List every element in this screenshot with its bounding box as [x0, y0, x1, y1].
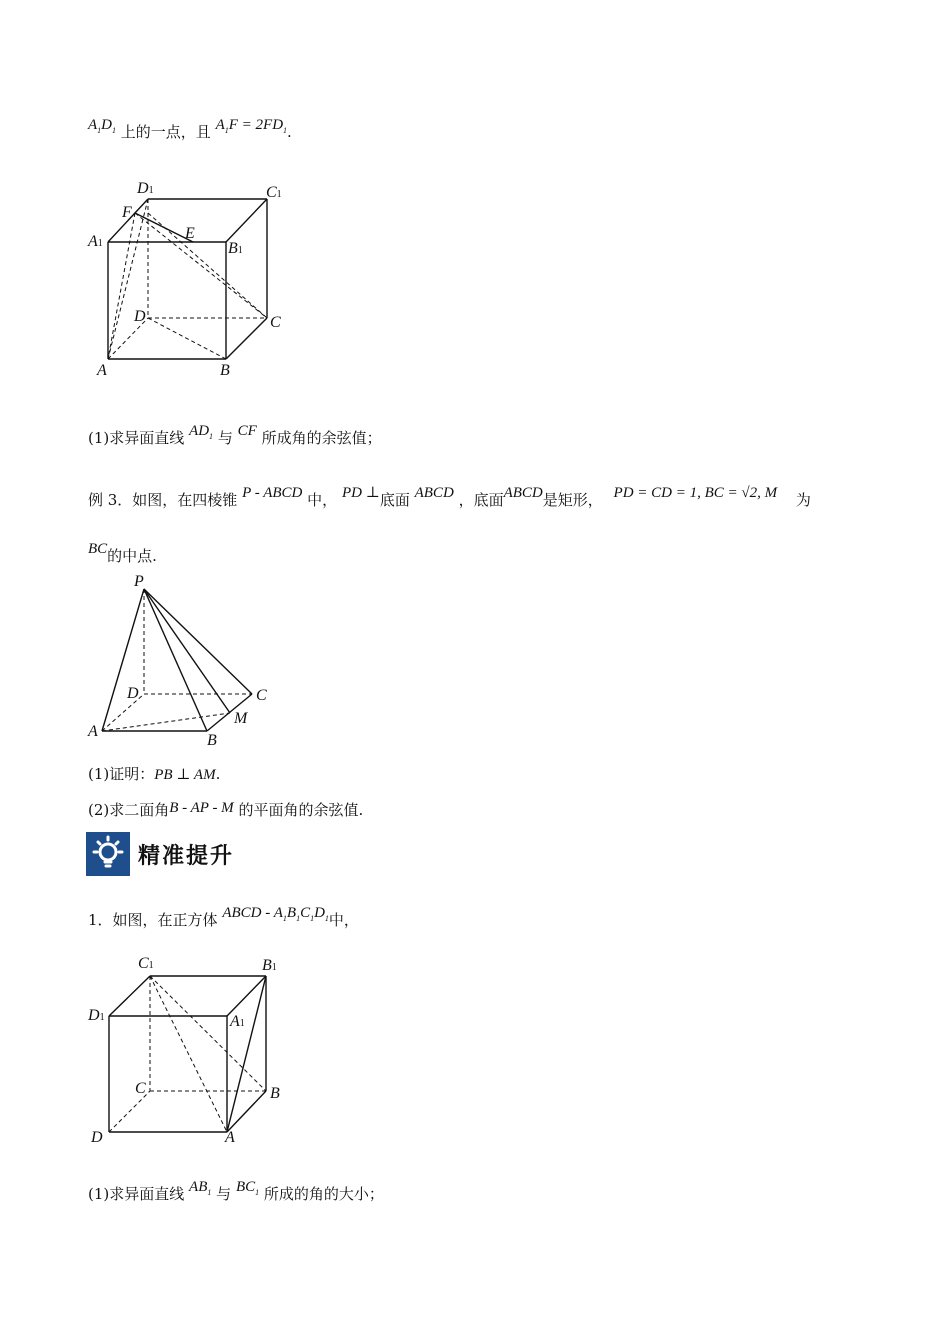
q1-mid: 与 [217, 429, 233, 447]
ex3-prefix: 例 3．如图，在四棱锥 [88, 491, 238, 509]
ex3-text: 底面 [379, 491, 410, 509]
label-p: P [134, 573, 144, 590]
math-conditions: PD = CD = 1, BC = √2, M [613, 485, 778, 501]
example-3-question-1 [88, 764, 220, 785]
label-c: C [270, 314, 281, 331]
question-1 [88, 423, 382, 455]
label-a: A [97, 362, 107, 379]
ex3-text: 为 [795, 491, 811, 509]
p1-q1-suffix: 所成的角的大小； [263, 1185, 384, 1203]
math-b-ap-m: B - AP - M [169, 800, 234, 816]
label-b: B [207, 732, 217, 749]
problem-1 [88, 905, 359, 937]
period: . [215, 765, 221, 783]
label-a: A [225, 1129, 235, 1146]
example-3-question-2 [88, 800, 363, 821]
label-c: C [135, 1080, 146, 1097]
figure-cube-2 [80, 950, 300, 1150]
lightbulb-icon [86, 832, 130, 876]
math-ad1: $AD_1$ [189, 423, 214, 441]
label-c: C [256, 687, 267, 704]
ex3-q2-prefix: (2)求二面角 [88, 801, 170, 819]
ex3-text: 是矩形， [542, 491, 603, 509]
label-b1: B1 [262, 957, 277, 974]
section-banner [86, 831, 234, 877]
math-bc1: $BC_1$ [235, 1179, 260, 1197]
label-b1: B1 [228, 240, 243, 257]
math-pb-perp-am: PB ⊥ AM [154, 767, 216, 783]
math-pd-perp: PD ⊥ [341, 485, 380, 501]
label-m: M [234, 710, 248, 727]
figure-pyramid [80, 570, 290, 750]
banner-title: 精准提升 [138, 843, 235, 869]
label-a1: A1 [230, 1013, 245, 1030]
label-c1: C1 [138, 955, 154, 972]
math-a1f-eq: $A_1F = 2FD_1$ [215, 117, 288, 135]
label-b: B [270, 1085, 280, 1102]
math-abcd: ABCD [414, 485, 454, 501]
label-a: A [88, 723, 98, 740]
example-3-line-1 [88, 485, 811, 511]
ex3-text: ，底面 [458, 491, 504, 509]
math-a1d1: $A_1D_1$ [88, 117, 117, 135]
math-cf: CF [237, 423, 257, 439]
ex3-text: 中， [307, 491, 338, 509]
figure-cube-1 [80, 175, 320, 385]
label-d: D [134, 308, 146, 325]
ex3-text: 的中点. [107, 547, 157, 565]
label-d1: D1 [88, 1007, 105, 1024]
example-3-line-2 [88, 541, 157, 567]
label-a1: A1 [88, 233, 103, 250]
math-ab1: $AB_1$ [189, 1179, 212, 1197]
text-segment: 上的一点，且 [120, 123, 211, 141]
ex3-q2-suffix: 的平面角的余弦值. [238, 801, 364, 819]
p1-q1-prefix: (1)求异面直线 [88, 1185, 185, 1203]
label-f: F [122, 204, 132, 221]
q1-prefix: (1)求异面直线 [88, 429, 185, 447]
q1-suffix: 所成角的余弦值； [261, 429, 382, 447]
label-e: E [185, 225, 195, 242]
math-abcd-2: ABCD [503, 485, 543, 501]
p1-suffix: 中， [328, 911, 359, 929]
period: . [287, 123, 292, 141]
math-cube-name: ABCD - $A_1B_1C_1D_1$ [222, 905, 329, 923]
label-d: D [91, 1129, 103, 1146]
p1-q1-mid: 与 [216, 1185, 232, 1203]
label-d: D [127, 685, 139, 702]
p1-prefix: 1．如图，在正方体 [88, 911, 218, 929]
ex3-q1-prefix: (1)证明： [88, 765, 155, 783]
text-line-1 [88, 117, 292, 149]
problem-1-question-1 [88, 1179, 384, 1211]
label-c1: C1 [266, 184, 282, 201]
math-pabcd: P - ABCD [242, 485, 303, 501]
math-bc: BC [88, 541, 108, 557]
label-d1: D1 [137, 180, 154, 197]
label-b: B [220, 362, 230, 379]
